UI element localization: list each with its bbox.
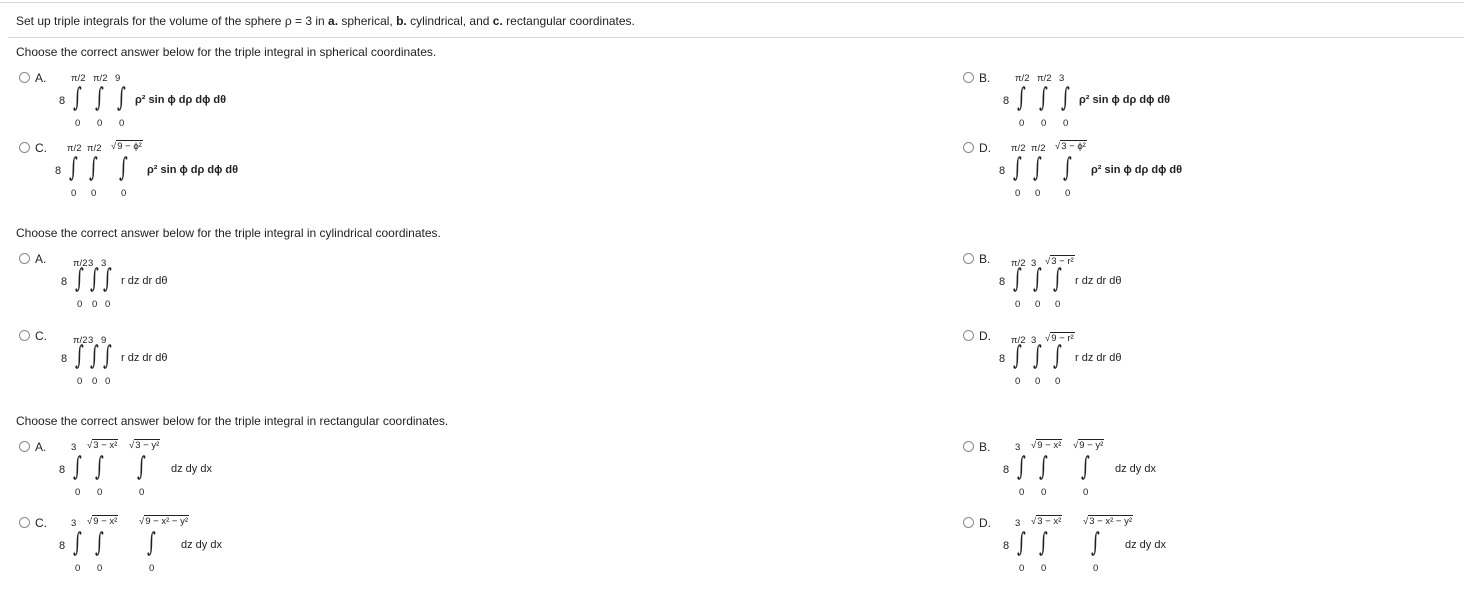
- upper-limit-3: 9: [115, 73, 121, 84]
- question-c: c.: [492, 14, 503, 28]
- upper-limit-3: [1083, 516, 1133, 527]
- section-label-rectangular: Choose the correct answer below for the triple integral in rectangular coordinates.: [16, 414, 449, 428]
- option-letter: D.: [979, 516, 991, 530]
- integral-sign-1: ∫: [73, 528, 82, 558]
- integral-sign-1: ∫: [1013, 153, 1022, 183]
- lower-limit-2: 0: [1041, 487, 1047, 498]
- integral-sign-3: ∫: [1053, 264, 1062, 294]
- option-letter: A.: [35, 71, 47, 85]
- question-text: [16, 14, 635, 28]
- constant-eight: 8: [1003, 464, 1010, 476]
- upper-limit-1: π/2: [1011, 258, 1026, 269]
- lower-limit-2: 0: [1035, 376, 1041, 387]
- lower-limit-1: 0: [1015, 376, 1021, 387]
- upper-limit-3: [1073, 440, 1104, 451]
- constant-eight: 8: [61, 353, 68, 365]
- integral-sign-2: ∫: [1039, 83, 1048, 113]
- upper-limit-1: 3: [1015, 442, 1021, 453]
- upper-limit-3: 3: [101, 258, 107, 269]
- option-letter: A.: [35, 440, 47, 454]
- integral-sign-1: ∫: [1017, 452, 1026, 482]
- option-spherical-b[interactable]: [963, 71, 1403, 135]
- radio-button[interactable]: [963, 517, 974, 528]
- lower-limit-1: 0: [75, 487, 81, 498]
- integral-sign-2: ∫: [90, 341, 99, 371]
- option-letter: C.: [35, 141, 47, 155]
- integral-sign-2: ∫: [1033, 264, 1042, 294]
- lower-limit-2: 0: [91, 188, 97, 199]
- radio-button[interactable]: [19, 142, 30, 153]
- lower-limit-3: 0: [149, 563, 155, 574]
- upper-limit-1: π/2: [71, 73, 86, 84]
- option-cylindrical-b[interactable]: [963, 252, 1403, 316]
- question-a: a.: [328, 14, 339, 28]
- upper-limit-2: 3: [1031, 258, 1037, 269]
- radio-button[interactable]: [963, 253, 974, 264]
- upper-limit-1: π/2: [1011, 335, 1026, 346]
- integrand: dz dy dx: [1115, 463, 1156, 475]
- lower-limit-3: 0: [1083, 487, 1089, 498]
- integral-sign-3: ∫: [1091, 528, 1100, 558]
- radicand: 3 − x² − y²: [1089, 516, 1132, 527]
- upper-limit-2: 3: [1031, 335, 1037, 346]
- integral-sign-1: ∫: [73, 452, 82, 482]
- upper-limit-1: π/2: [1015, 73, 1030, 84]
- constant-eight: 8: [59, 464, 66, 476]
- sqrt-sign: √: [87, 516, 93, 527]
- sqrt-sign: √: [87, 440, 93, 451]
- option-letter: B.: [979, 71, 991, 85]
- constant-eight: 8: [1003, 540, 1010, 552]
- integral-sign-2: ∫: [1033, 341, 1042, 371]
- integral-sign-2: ∫: [95, 83, 104, 113]
- integral-sign-2: ∫: [1039, 452, 1048, 482]
- lower-limit-3: 0: [121, 188, 127, 199]
- sqrt-sign: √: [1045, 256, 1051, 267]
- section-label-spherical: Choose the correct answer below for the triple integral in spherical coordinates.: [16, 45, 437, 59]
- integral-sign-3: ∫: [1061, 83, 1070, 113]
- sqrt-sign: √: [139, 516, 145, 527]
- integral-sign-3: ∫: [103, 341, 112, 371]
- radicand: 9 − x²: [93, 516, 118, 527]
- integrand: dz dy dx: [181, 539, 222, 551]
- question-lead: Set up triple integrals for the volume of the sphere: [16, 14, 285, 28]
- integrand: dz dy dx: [1125, 539, 1166, 551]
- sqrt-sign: √: [111, 141, 117, 152]
- integral-sign-1: ∫: [75, 341, 84, 371]
- radio-button[interactable]: [963, 330, 974, 341]
- radio-button[interactable]: [19, 441, 30, 452]
- lower-limit-3: 0: [1055, 299, 1061, 310]
- integral-sign-1: ∫: [1013, 341, 1022, 371]
- integral-sign-3: ∫: [1053, 341, 1062, 371]
- upper-limit-2: [1031, 516, 1062, 527]
- lower-limit-1: 0: [75, 118, 81, 129]
- option-cylindrical-c[interactable]: [19, 329, 459, 393]
- upper-limit-2: π/2: [1031, 143, 1046, 154]
- upper-limit-2: 3: [88, 335, 94, 346]
- option-letter: D.: [979, 141, 991, 155]
- lower-limit-1: 0: [1019, 487, 1025, 498]
- upper-limit-2: [87, 516, 118, 527]
- lower-limit-2: 0: [97, 563, 103, 574]
- lower-limit-1: 0: [1015, 188, 1021, 199]
- option-rectangular-d[interactable]: [963, 516, 1403, 580]
- option-letter: B.: [979, 440, 991, 454]
- radicand: 3 − ϕ²: [1061, 141, 1086, 152]
- lower-limit-3: 0: [139, 487, 145, 498]
- lower-limit-2: 0: [92, 299, 98, 310]
- question-rho: ρ = 3: [284, 14, 313, 28]
- sqrt-sign: √: [1055, 141, 1061, 152]
- integrand: dz dy dx: [171, 463, 212, 475]
- radicand: 3 − y²: [135, 440, 160, 451]
- integrand: r dz dr dθ: [121, 275, 168, 287]
- integral-sign-1: ∫: [75, 264, 84, 294]
- radio-button[interactable]: [963, 441, 974, 452]
- option-rectangular-a[interactable]: [19, 440, 459, 504]
- radicand: 9 − r²: [1051, 333, 1074, 344]
- section-label-cylindrical: Choose the correct answer below for the triple integral in cylindrical coordinates.: [16, 226, 441, 240]
- option-letter: B.: [979, 252, 991, 266]
- integral-sign-2: ∫: [90, 264, 99, 294]
- constant-eight: 8: [1003, 95, 1010, 107]
- question-in: in: [312, 14, 329, 28]
- option-letter: C.: [35, 329, 47, 343]
- option-spherical-c[interactable]: [19, 141, 459, 205]
- sqrt-sign: √: [1031, 440, 1037, 451]
- integral-sign-1: ∫: [1013, 264, 1022, 294]
- option-spherical-a[interactable]: [19, 71, 459, 135]
- integrand: r dz dr dθ: [1075, 352, 1122, 364]
- upper-limit-1: 3: [1015, 518, 1021, 529]
- lower-limit-1: 0: [71, 188, 77, 199]
- radicand: 9 − ϕ²: [117, 141, 142, 152]
- upper-limit-2: [1031, 440, 1062, 451]
- lower-limit-1: 0: [1019, 563, 1025, 574]
- question-c-text: rectangular coordinates.: [502, 14, 635, 28]
- radicand: 9 − x² − y²: [145, 516, 188, 527]
- integral-sign-3: ∫: [1063, 153, 1072, 183]
- lower-limit-3: 0: [119, 118, 125, 129]
- lower-limit-3: 0: [105, 299, 111, 310]
- integral-sign-2: ∫: [95, 452, 104, 482]
- integral-sign-2: ∫: [1039, 528, 1048, 558]
- constant-eight: 8: [59, 540, 66, 552]
- question-b: b.: [396, 14, 407, 28]
- integral-sign-3: ∫: [147, 528, 156, 558]
- lower-limit-1: 0: [1015, 299, 1021, 310]
- option-rectangular-c[interactable]: [19, 516, 459, 580]
- lower-limit-3: 0: [1063, 118, 1069, 129]
- option-letter: C.: [35, 516, 47, 530]
- radicand: 3 − x²: [93, 440, 118, 451]
- upper-limit-3: 3: [1059, 73, 1065, 84]
- constant-eight: 8: [55, 165, 62, 177]
- integrand: ρ² sin ϕ dρ dϕ dθ: [1079, 94, 1171, 106]
- sqrt-sign: √: [129, 440, 135, 451]
- sqrt-sign: √: [1031, 516, 1037, 527]
- integral-sign-2: ∫: [1033, 153, 1042, 183]
- sqrt-sign: √: [1045, 333, 1051, 344]
- lower-limit-3: 0: [1065, 188, 1071, 199]
- radio-button[interactable]: [963, 72, 974, 83]
- integral-sign-3: ∫: [103, 264, 112, 294]
- lower-limit-2: 0: [97, 487, 103, 498]
- integral-sign-1: ∫: [69, 153, 78, 183]
- upper-limit-1: π/2: [1011, 143, 1026, 154]
- radio-button[interactable]: [963, 142, 974, 153]
- integral-sign-2: ∫: [89, 153, 98, 183]
- integral-sign-2: ∫: [95, 528, 104, 558]
- integral-sign-3: ∫: [1081, 452, 1090, 482]
- constant-eight: 8: [999, 276, 1006, 288]
- option-letter: D.: [979, 329, 991, 343]
- radio-button[interactable]: [19, 517, 30, 528]
- integrand: ρ² sin ϕ dρ dϕ dθ: [147, 164, 239, 176]
- integrand: ρ² sin ϕ dρ dϕ dθ: [1091, 164, 1183, 176]
- upper-limit-3: 9: [101, 335, 107, 346]
- lower-limit-1: 0: [1019, 118, 1025, 129]
- lower-limit-1: 0: [77, 299, 83, 310]
- integral-sign-1: ∫: [1017, 528, 1026, 558]
- upper-limit-1: π/2: [73, 258, 88, 269]
- upper-limit-3: [111, 141, 143, 152]
- radicand: 9 − x²: [1037, 440, 1062, 451]
- radicand: 9 − y²: [1079, 440, 1104, 451]
- constant-eight: 8: [61, 276, 68, 288]
- sqrt-sign: √: [1073, 440, 1079, 451]
- question-a-text: spherical,: [338, 14, 397, 28]
- lower-limit-2: 0: [1041, 118, 1047, 129]
- option-cylindrical-a[interactable]: [19, 252, 459, 316]
- integral-sign-1: ∫: [1017, 83, 1026, 113]
- lower-limit-2: 0: [1035, 299, 1041, 310]
- integral-sign-3: ∫: [119, 153, 128, 183]
- integral-sign-1: ∫: [73, 83, 82, 113]
- lower-limit-2: 0: [92, 376, 98, 387]
- upper-limit-1: π/2: [67, 143, 82, 154]
- upper-limit-3: [129, 440, 160, 451]
- question-b-text: cylindrical, and: [406, 14, 493, 28]
- radio-button[interactable]: [19, 253, 30, 264]
- upper-limit-2: π/2: [1037, 73, 1052, 84]
- constant-eight: 8: [59, 95, 66, 107]
- lower-limit-1: 0: [77, 376, 83, 387]
- lower-limit-1: 0: [75, 563, 81, 574]
- integral-sign-3: ∫: [117, 83, 126, 113]
- constant-eight: 8: [999, 165, 1006, 177]
- sqrt-sign: √: [1083, 516, 1089, 527]
- lower-limit-3: 0: [105, 376, 111, 387]
- upper-limit-1: 3: [71, 518, 77, 529]
- top-divider: [0, 2, 1464, 3]
- upper-limit-1: π/2: [73, 335, 88, 346]
- question-divider: [8, 37, 1464, 38]
- upper-limit-2: 3: [88, 258, 94, 269]
- option-spherical-d[interactable]: [963, 141, 1403, 205]
- option-rectangular-b[interactable]: [963, 440, 1403, 504]
- radicand: 3 − x²: [1037, 516, 1062, 527]
- lower-limit-2: 0: [1041, 563, 1047, 574]
- upper-limit-3: [139, 516, 189, 527]
- option-cylindrical-d[interactable]: [963, 329, 1403, 393]
- upper-limit-2: [87, 440, 118, 451]
- lower-limit-3: 0: [1055, 376, 1061, 387]
- integrand: r dz dr dθ: [121, 352, 168, 364]
- lower-limit-2: 0: [1035, 188, 1041, 199]
- integrand: r dz dr dθ: [1075, 275, 1122, 287]
- upper-limit-2: π/2: [87, 143, 102, 154]
- lower-limit-2: 0: [97, 118, 103, 129]
- upper-limit-1: 3: [71, 442, 77, 453]
- upper-limit-2: π/2: [93, 73, 108, 84]
- integrand: ρ² sin ϕ dρ dϕ dθ: [135, 94, 227, 106]
- option-letter: A.: [35, 252, 47, 266]
- upper-limit-3: [1055, 141, 1087, 152]
- integral-sign-3: ∫: [137, 452, 146, 482]
- lower-limit-3: 0: [1093, 563, 1099, 574]
- radio-button[interactable]: [19, 72, 30, 83]
- constant-eight: 8: [999, 353, 1006, 365]
- radicand: 3 − r²: [1051, 256, 1074, 267]
- radio-button[interactable]: [19, 330, 30, 341]
